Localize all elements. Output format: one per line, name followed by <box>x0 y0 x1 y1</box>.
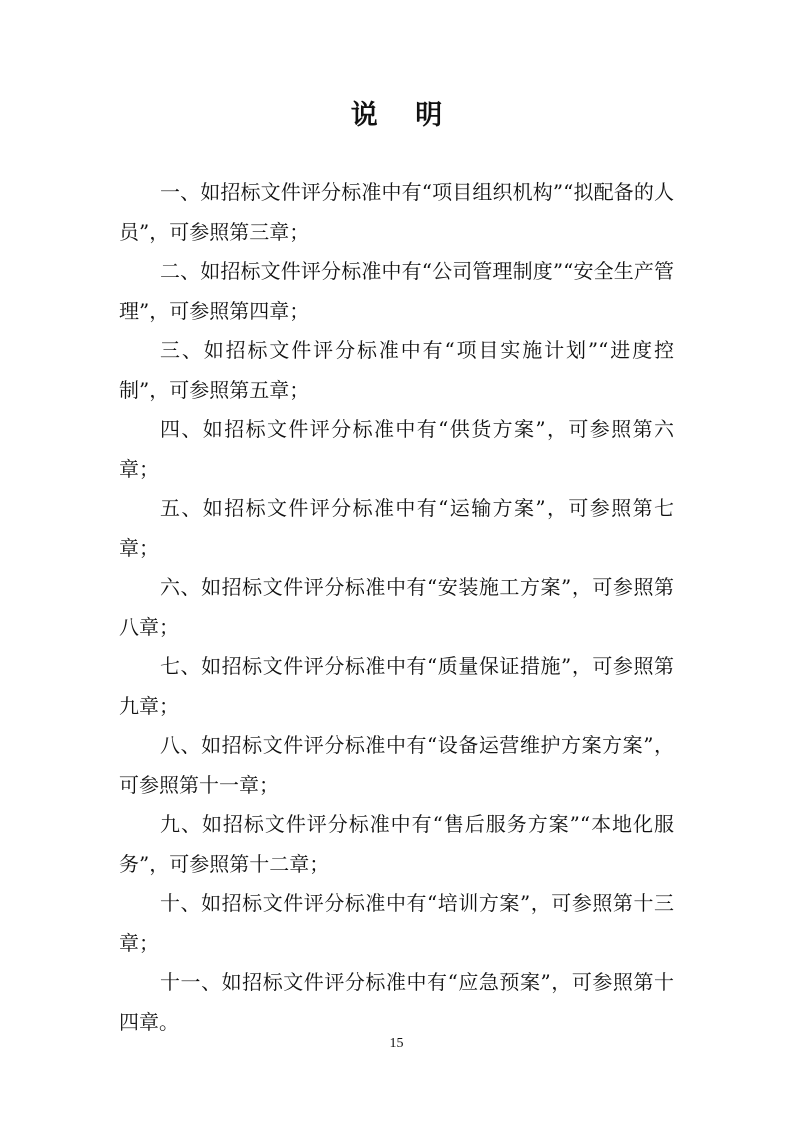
page-number: 15 <box>389 1036 404 1051</box>
instruction-paragraph-8: 八、如招标文件评分标准中有“设备运营维护方案方案”，可参照第十一章； <box>119 733 674 797</box>
instruction-paragraph-4: 四、如招标文件评分标准中有“供货方案”，可参照第六章； <box>119 417 674 481</box>
instruction-paragraph-7: 七、如招标文件评分标准中有“质量保证措施”，可参照第九章； <box>119 654 674 718</box>
instruction-paragraph-3: 三、如招标文件评分标准中有“项目实施计划”“进度控制”，可参照第五章； <box>119 338 674 402</box>
instruction-list <box>119 173 674 1042</box>
instruction-paragraph-6: 六、如招标文件评分标准中有“安装施工方案”，可参照第八章； <box>119 575 674 639</box>
instruction-paragraph-5: 五、如招标文件评分标准中有“运输方案”，可参照第七章； <box>119 496 674 560</box>
instruction-paragraph-1: 一、如招标文件评分标准中有“项目组织机构”“拟配备的人员”，可参照第三章； <box>119 180 674 244</box>
instruction-paragraph-11: 十一、如招标文件评分标准中有“应急预案”，可参照第十四章。 <box>119 970 674 1034</box>
instruction-paragraph-2: 二、如招标文件评分标准中有“公司管理制度”“安全生产管理”，可参照第四章； <box>119 259 674 323</box>
page-title: 说 明 <box>350 100 457 131</box>
instruction-paragraph-9: 九、如招标文件评分标准中有“售后服务方案”“本地化服务”，可参照第十二章； <box>119 812 674 876</box>
instruction-paragraph-10: 十、如招标文件评分标准中有“培训方案”，可参照第十三章； <box>119 891 674 955</box>
